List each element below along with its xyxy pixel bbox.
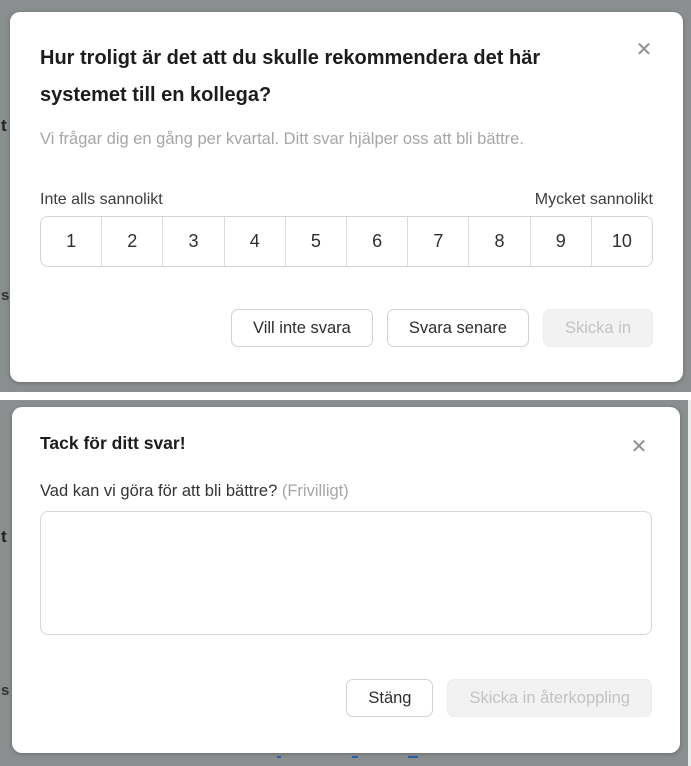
nps-survey-dialog bbox=[10, 12, 683, 382]
feedback-optional-label: (Frivilligt) bbox=[281, 482, 349, 500]
clipped-background-text: t bbox=[1, 116, 7, 135]
survey-question-title: Hur troligt är det att du skulle rekommendera det här systemet till en kollega? bbox=[40, 47, 541, 106]
nps-score-button-2[interactable]: 2 bbox=[101, 217, 162, 266]
nps-score-button-8[interactable]: 8 bbox=[468, 217, 529, 266]
nps-score-button-1[interactable]: 1 bbox=[41, 217, 101, 266]
nps-scale bbox=[40, 216, 653, 267]
survey-footer bbox=[40, 309, 653, 347]
close-icon[interactable]: ✕ bbox=[631, 36, 657, 62]
answer-later-button[interactable]: Svara senare bbox=[387, 309, 529, 347]
clipped-link-fragment bbox=[408, 756, 418, 758]
thank-you-title: Tack för ditt svar! bbox=[40, 433, 186, 453]
feedback-prompt bbox=[40, 482, 652, 501]
feedback-backdrop bbox=[0, 400, 691, 766]
clipped-background-text: s bbox=[1, 287, 10, 304]
nps-score-button-5[interactable]: 5 bbox=[285, 217, 346, 266]
nps-score-button-3[interactable]: 3 bbox=[162, 217, 223, 266]
nps-score-button-6[interactable]: 6 bbox=[346, 217, 407, 266]
feedback-footer bbox=[40, 679, 652, 717]
nps-score-button-9[interactable]: 9 bbox=[530, 217, 591, 266]
screenshot-seam bbox=[0, 392, 691, 400]
nps-score-button-7[interactable]: 7 bbox=[407, 217, 468, 266]
submit-feedback-button[interactable]: Skicka in återkoppling bbox=[447, 679, 652, 717]
submit-button[interactable]: Skicka in bbox=[543, 309, 653, 347]
feedback-prompt-text: Vad kan vi göra för att bli bättre? bbox=[40, 482, 278, 500]
close-icon[interactable]: ✕ bbox=[626, 433, 652, 459]
nps-score-button-4[interactable]: 4 bbox=[224, 217, 285, 266]
clipped-background-text: s bbox=[1, 682, 10, 699]
thank-you-dialog bbox=[12, 407, 680, 753]
scale-high-label: Mycket sannolikt bbox=[534, 191, 653, 209]
clipped-link-fragment bbox=[352, 756, 358, 758]
nps-score-button-10[interactable]: 10 bbox=[591, 217, 652, 266]
clipped-background-text: t bbox=[1, 527, 7, 546]
clipped-link-fragment bbox=[277, 756, 281, 758]
decline-button[interactable]: Vill inte svara bbox=[231, 309, 373, 347]
survey-subtitle: Vi frågar dig en gång per kvartal. Ditt svar hjälper oss att bli bättre. bbox=[40, 130, 524, 148]
feedback-textarea[interactable] bbox=[40, 511, 652, 635]
scale-labels bbox=[40, 191, 653, 209]
close-button[interactable]: Stäng bbox=[346, 679, 433, 717]
scale-low-label: Inte alls sannolikt bbox=[40, 191, 163, 209]
